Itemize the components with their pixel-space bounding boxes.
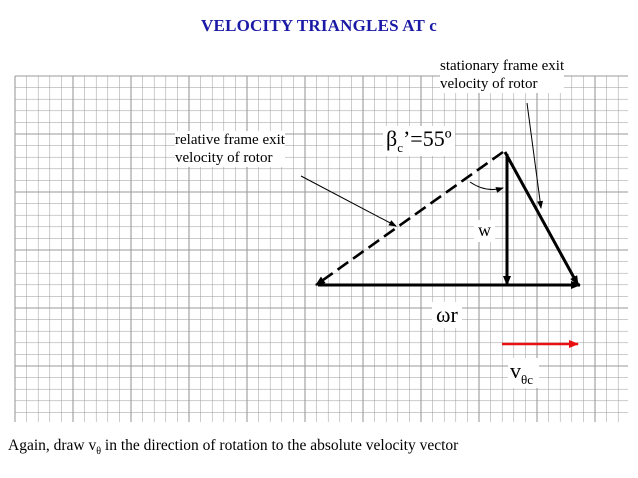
relative-frame-label (175, 131, 285, 167)
stationary-frame-label (440, 57, 564, 93)
caption-after: in the direction of rotation to the absolute velocity vector (101, 437, 459, 454)
slide-title: VELOCITY TRIANGLES AT c (201, 16, 437, 35)
caption-before: Again, draw v (8, 437, 97, 454)
beta-subscript: c (397, 140, 403, 155)
stationary-label-line2: velocity of rotor (440, 76, 538, 92)
beta-angle-label (383, 126, 455, 156)
v-symbol: v (510, 358, 521, 383)
v-theta-label (508, 358, 539, 388)
relative-label-line1: relative frame exit (175, 132, 285, 148)
w-label: w (474, 220, 495, 242)
stationary-label-line1: stationary frame exit (440, 58, 565, 74)
caption-subscript: θ (96, 446, 102, 457)
caption-text (8, 437, 458, 457)
relative-leader-line (301, 176, 396, 226)
beta-angle-arc (470, 182, 503, 190)
absolute-velocity-vector (505, 152, 578, 285)
relative-label-line2: velocity of rotor (175, 150, 273, 166)
beta-symbol: β (386, 126, 398, 151)
omega-r-label: ωr (432, 302, 462, 328)
v-theta-subscript: θc (521, 372, 533, 387)
beta-value: ’=55º (402, 126, 452, 151)
